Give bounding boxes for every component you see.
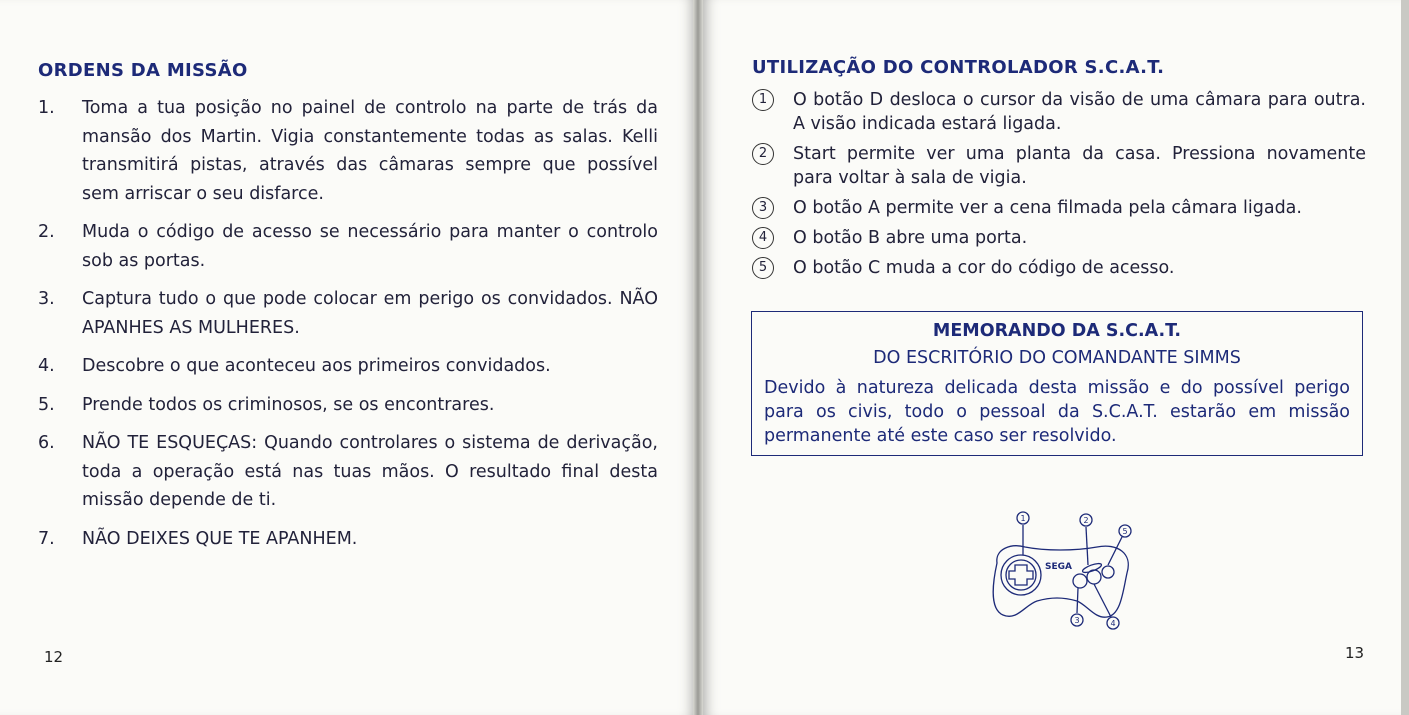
sega-logo: SEGA: [1045, 562, 1072, 572]
callout-label: 2: [1083, 516, 1089, 525]
item-text: O botão A permite ver a cena filmada pela câmara ligada.: [793, 198, 1302, 218]
callout-label: 4: [1110, 619, 1116, 628]
list-item: [38, 218, 658, 275]
item-text: Descobre o que aconteceu aos primeiros convidados.: [82, 356, 551, 376]
item-number: 6.: [38, 433, 55, 453]
memo-body: Devido à natureza delicada desta missão e do possível perigo para os civis, todo o pessoal da S.C.A.T. estarão em missão permanente até este caso ser resolvido.: [764, 378, 1350, 446]
page-number-left: 12: [44, 648, 64, 666]
book-gutter: [693, 0, 703, 715]
item-text: Prende todos os criminosos, se os encontrares.: [82, 394, 495, 415]
item-text: Start permite ver uma planta da casa. Pressiona novamente para voltar à sala de vigia.: [793, 144, 1366, 188]
circled-number-icon: 2: [752, 143, 774, 165]
item-text: O botão C muda a cor do código de acesso.: [793, 258, 1175, 278]
item-number: 5.: [38, 394, 55, 415]
item-number: 4.: [38, 356, 55, 376]
circled-number-icon: 1: [752, 89, 774, 111]
item-number: 1.: [38, 98, 55, 118]
page-edge: [1401, 0, 1409, 715]
left-page: [0, 0, 693, 715]
list-item: [752, 142, 1366, 190]
callout-label: 1: [1020, 514, 1026, 523]
controller-instructions-list: [752, 88, 1366, 286]
list-item: [38, 391, 658, 420]
list-item: [38, 525, 658, 554]
list-item: [38, 352, 658, 381]
list-item: [38, 429, 658, 515]
callout-label: 3: [1074, 616, 1080, 625]
list-item: [752, 226, 1366, 250]
memo-box: [751, 311, 1363, 456]
item-text: O botão D desloca o cursor da visão de uma câmara para outra. A visão indicada estará ligada.: [793, 90, 1366, 134]
page-number-right: 13: [1345, 644, 1365, 662]
list-item: [752, 256, 1366, 280]
list-item: [752, 196, 1366, 220]
list-item: [38, 285, 658, 342]
item-number: 3.: [38, 289, 55, 309]
memo-subtitle: DO ESCRITÓRIO DO COMANDANTE SIMMS: [873, 348, 1241, 368]
item-text: Muda o código de acesso se necessário para manter o controlo sob as portas.: [82, 222, 658, 271]
item-text: Toma a tua posição no painel de controlo na parte de trás da mansão dos Martin. Vigia constantemente todas as salas. Kelli transmitirá pistas, através das câmaras sempre que possível sem arriscar o seu disfarce.: [82, 98, 658, 204]
memo-title: MEMORANDO DA S.C.A.T.: [932, 321, 1182, 341]
controller-diagram: [975, 505, 1145, 635]
item-text: NÃO TE ESQUEÇAS: Quando controlares o sistema de derivação, toda a operação está nas tuas mãos. O resultado final desta missão depende de ti.: [82, 433, 658, 510]
controller-usage-heading: UTILIZAÇÃO DO CONTROLADOR S.C.A.T.: [752, 57, 1165, 78]
list-item: [752, 88, 1366, 136]
list-item: [38, 94, 658, 208]
item-text: O botão B abre uma porta.: [793, 228, 1028, 248]
circled-number-icon: 4: [752, 227, 774, 249]
circled-number-icon: 5: [752, 257, 774, 279]
callout-label: 5: [1122, 527, 1128, 536]
circled-number-icon: 3: [752, 197, 774, 219]
mission-orders-list: [38, 94, 658, 563]
item-text: Captura tudo o que pode colocar em perigo os convidados. NÃO APANHES AS MULHERES.: [82, 289, 658, 338]
item-number: 2.: [38, 222, 55, 242]
item-text: NÃO DEIXES QUE TE APANHEM.: [82, 528, 358, 549]
mission-orders-heading: ORDENS DA MISSÃO: [38, 60, 248, 81]
item-number: 7.: [38, 528, 55, 549]
